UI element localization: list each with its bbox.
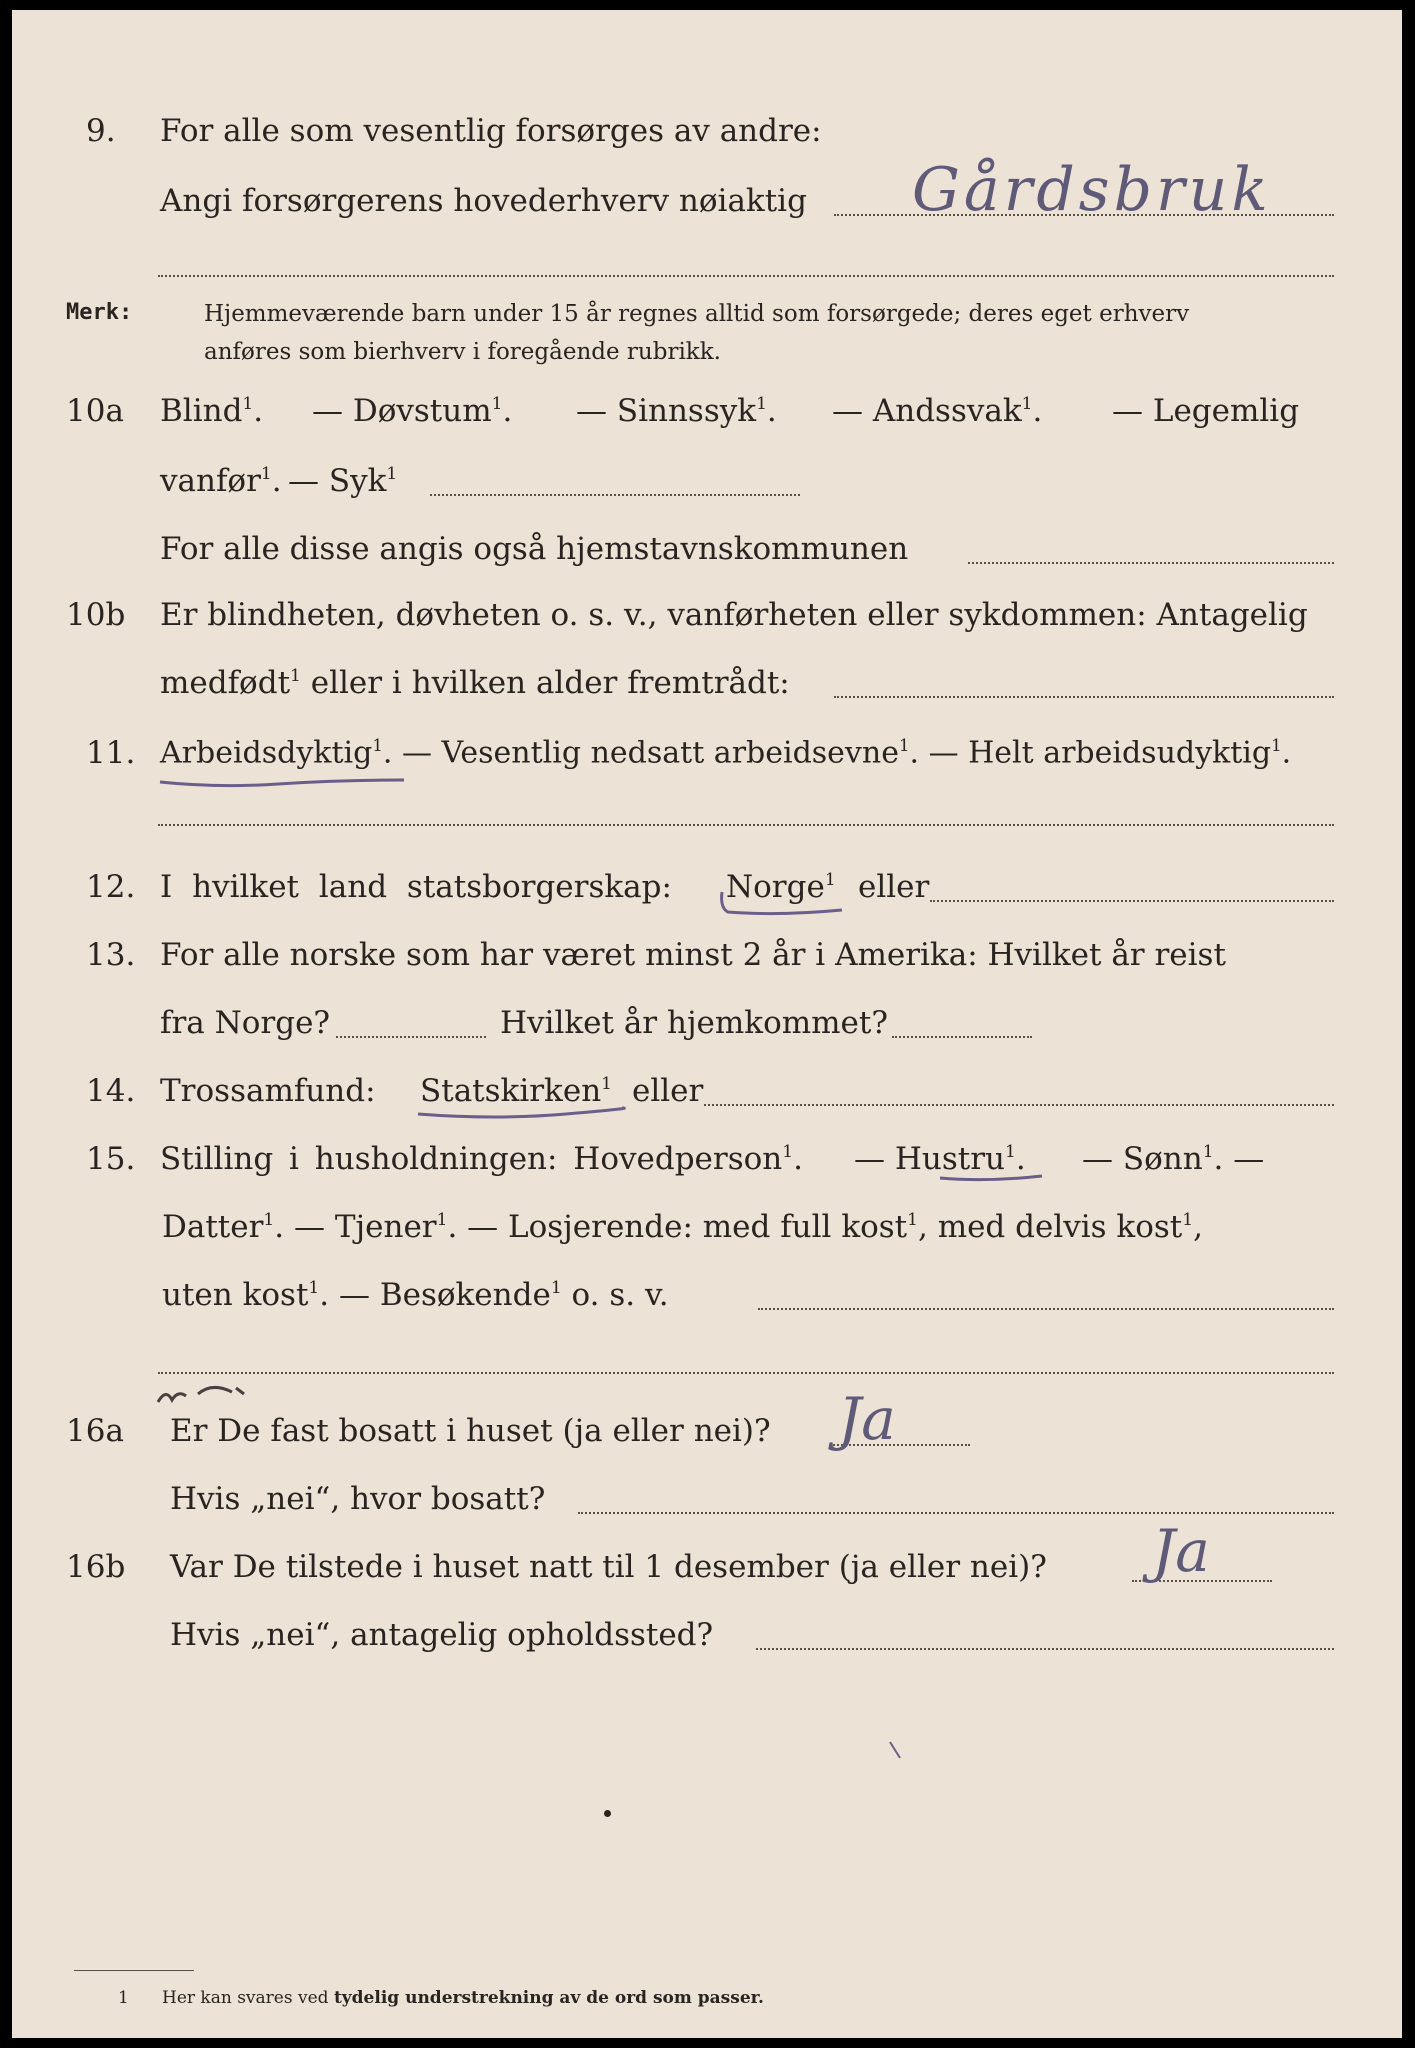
- ink-dot: [604, 1810, 611, 1817]
- q14-eller: eller: [632, 1073, 704, 1109]
- q9-line2: Angi forsørgerens hovederhverv nøiaktig: [160, 183, 807, 219]
- q13-hjemkommet: Hvilket år hjemkommet?: [500, 1005, 888, 1041]
- q9-handwritten-answer: Gårdsbruk: [912, 155, 1272, 225]
- q13-line1: For alle norske som har været minst 2 år i Amerika: Hvilket år reist: [160, 937, 1226, 973]
- option-syk: — Syk$^1$: [288, 463, 398, 499]
- footnote-text: Her kan svares ved tydelig understrekning av de ord som passer.: [162, 1988, 764, 2008]
- handwritten-check-mark: [152, 1378, 262, 1418]
- q16a-bosatt-line: [578, 1512, 1334, 1514]
- item-number-16a: 16a: [66, 1413, 124, 1449]
- item-number-11: 11.: [86, 735, 136, 771]
- option-arbeidsdyktig: Arbeidsdyktig: [160, 735, 373, 771]
- option-norge: Norge$^1$: [726, 869, 836, 905]
- separator-line: [158, 275, 1334, 277]
- q15-line2: Datter$^1$. — Tjener$^1$. — Losjerende: med full kost$^1$, med delvis kost$^1$,: [162, 1209, 1203, 1245]
- q16b-line1: Var De tilstede i huset natt til 1 desember (ja eller nei)?: [170, 1549, 1047, 1585]
- q16b-opholdssted-line: [756, 1648, 1334, 1650]
- q10a-line3: For alle disse angis også hjemstavnskommunen: [160, 531, 909, 567]
- option-statskirken: Statskirken$^1$: [420, 1073, 612, 1109]
- q16b-line2: Hvis „nei“, antagelig opholdssted?: [170, 1617, 714, 1653]
- q13-fra: fra Norge?: [160, 1005, 331, 1041]
- census-form-page: [12, 10, 1402, 2038]
- item-number-16b: 16b: [66, 1549, 126, 1585]
- q10b-line1: Er blindheten, døvheten o. s. v., vanførheten eller sykdommen: Antagelig: [160, 597, 1308, 633]
- q12-answer-line: [930, 900, 1334, 902]
- option-sinnssyk: — Sinnssyk$^1$.: [576, 393, 777, 429]
- q10b-answer-line: [834, 696, 1334, 698]
- option-andssvak: — Andssvak$^1$.: [832, 393, 1043, 429]
- q13-hjemkommet-line: [892, 1036, 1032, 1038]
- option-vanfor: vanfør$^1$.: [160, 463, 282, 499]
- separator-line: [158, 824, 1334, 826]
- q12-label: I hvilket land statsborgerskap:: [160, 869, 672, 905]
- item-number-10b: 10b: [66, 597, 126, 633]
- option-sonn: — Sønn$^1$. —: [1082, 1141, 1265, 1177]
- q9-line1: For alle som vesentlig forsørges av andre:: [160, 113, 822, 149]
- q15-line1: Stilling i husholdningen: Hovedperson$^1$.: [160, 1141, 803, 1177]
- q14-answer-line: [704, 1104, 1334, 1106]
- note-line2: anføres som bierhverv i foregående rubrikk.: [204, 339, 721, 365]
- q10a-answer-line: [430, 494, 800, 496]
- q16a-line2: Hvis „nei“, hvor bosatt?: [170, 1481, 546, 1517]
- separator-line: [158, 1372, 1334, 1374]
- note-line1: Hjemmeværende barn under 15 år regnes alltid som forsørgede; deres eget erhverv: [204, 301, 1190, 327]
- q12-eller: eller: [858, 869, 930, 905]
- q10b-line2: medfødt$^1$ eller i hvilken alder fremtrådt:: [160, 665, 790, 701]
- q15-line3: uten kost$^1$. — Besøkende$^1$ o. s. v.: [162, 1277, 669, 1313]
- item-number-9: 9.: [86, 113, 116, 149]
- q16a-line1: Er De fast bosatt i huset (ja eller nei)?: [170, 1413, 771, 1449]
- q14-label: Trossamfund:: [160, 1073, 376, 1109]
- q16b-handwritten-answer: Ja: [1152, 1517, 1210, 1585]
- q16a-handwritten-answer: Ja: [838, 1385, 896, 1453]
- option-legemlig: — Legemlig: [1112, 393, 1300, 429]
- item-number-12: 12.: [86, 869, 136, 905]
- item-number-15: 15.: [86, 1141, 136, 1177]
- item-number-10a: 10a: [66, 393, 124, 429]
- footnote-rule: [74, 1970, 194, 1971]
- option-blind: Blind$^1$.: [160, 393, 264, 429]
- q15-answer-line: [758, 1308, 1334, 1310]
- q10a-kommune-line: [968, 562, 1334, 564]
- q11-line: Arbeidsdyktig$^1$. — Vesentlig nedsatt arbeidsevne$^1$. — Helt arbeidsudyktig$^1$.: [160, 735, 1292, 771]
- option-dovstum: — Døvstum$^1$.: [312, 393, 513, 429]
- footnote-mark: 1: [118, 1988, 129, 2008]
- ink-speck: [886, 1738, 906, 1764]
- option-hustru: — Hustru$^1$.: [854, 1141, 1026, 1177]
- q13-reist-line: [336, 1036, 486, 1038]
- item-number-14: 14.: [86, 1073, 136, 1109]
- item-number-13: 13.: [86, 937, 136, 973]
- note-label: Merk:: [66, 300, 133, 325]
